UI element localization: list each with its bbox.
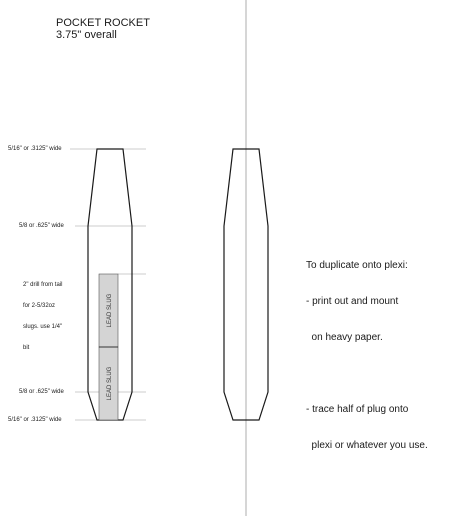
drill-note-line-4: bit bbox=[23, 345, 30, 351]
drill-note-line-3: slugs. use 1/4" bbox=[23, 324, 63, 330]
drill-note-line-1: 2" drill from tail bbox=[23, 282, 63, 288]
drill-note bbox=[23, 268, 62, 359]
drill-note-line-2: for 2-5/32oz bbox=[23, 303, 56, 309]
instructions-step2-line2: plexi or whatever you use. bbox=[306, 440, 428, 451]
instructions-step1-line2: on heavy paper. bbox=[306, 332, 383, 343]
title-line-1: POCKET ROCKET bbox=[56, 17, 150, 29]
title-line-2: 3.75" overall bbox=[56, 29, 117, 41]
diagram-title bbox=[56, 17, 150, 41]
instructions bbox=[306, 236, 428, 464]
instructions-step1-line1: - print out and mount bbox=[306, 296, 399, 307]
lead-slug-label-lower: LEAD SLUG bbox=[107, 366, 113, 401]
instructions-heading: To duplicate onto plexi: bbox=[306, 260, 408, 271]
lead-slug-label-upper: LEAD SLUG bbox=[107, 293, 113, 328]
dim-upper-mid-width: 5/8 or .625" wide bbox=[19, 223, 64, 229]
dim-lower-mid-width: 5/8 or .625" wide bbox=[19, 389, 64, 395]
instructions-step2-line1: - trace half of plug onto bbox=[306, 404, 409, 415]
dim-bottom-width: 5/16" or .3125" wide bbox=[8, 417, 62, 423]
dim-top-width: 5/16" or .3125" wide bbox=[8, 146, 62, 152]
